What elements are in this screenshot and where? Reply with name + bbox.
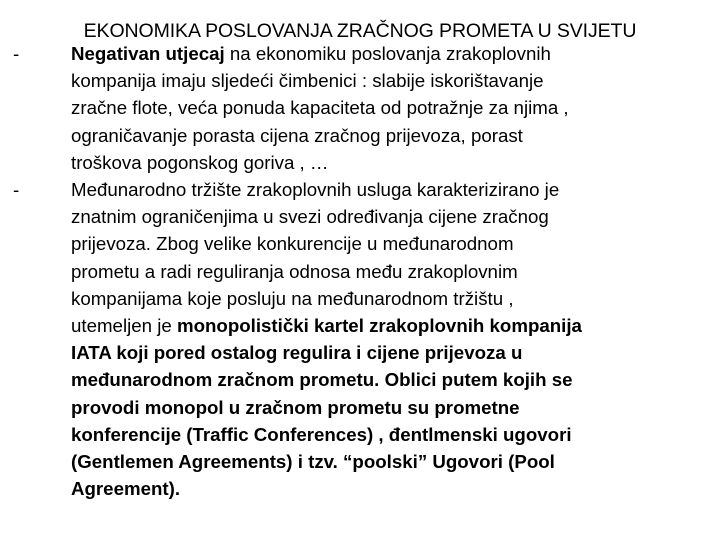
text-line xyxy=(71,122,710,149)
text-run: monopolistički kartel zrakoplovnih kompanija xyxy=(176,315,582,337)
text-run: utemeljen je xyxy=(71,315,177,337)
bullet-item-international-market xyxy=(10,176,710,502)
text-line xyxy=(71,421,710,448)
text-run: Međunarodno tržište zrakoplovnih usluga karakterizirano je xyxy=(71,179,560,201)
bullet-marker: - xyxy=(13,179,20,201)
text-run: međunarodnom zračnom prometu. Oblici putem kojih se xyxy=(71,369,573,391)
text-run: zračne flote, veća ponuda kapaciteta od potražnje za njima , xyxy=(71,97,569,119)
text-line xyxy=(71,203,710,230)
text-run: prijevoza. Zbog velike konkurencije u međunarodnom xyxy=(71,233,514,255)
text-run: na ekonomiku poslovanja zrakoplovnih xyxy=(224,43,551,64)
text-run: konferencije (Traffic Conferences) , đentlmenski ugovori xyxy=(71,423,572,445)
slide-title: EKONOMIKA POSLOVANJA ZRAČNOG PROMETA U SVIJETU xyxy=(83,20,637,42)
text-line xyxy=(71,67,710,94)
text-line xyxy=(71,94,710,121)
text-run: ograničavanje porasta cijena zračnog prijevoza, porast xyxy=(71,124,523,146)
text-run: (Gentlemen Agreements) i tzv. “poolski” Ugovori (Pool xyxy=(71,451,555,473)
text-line xyxy=(71,258,710,285)
text-line xyxy=(71,40,710,67)
text-line xyxy=(71,176,710,203)
text-run: troškova pogonskog goriva , … xyxy=(71,151,329,173)
text-line xyxy=(71,448,710,475)
text-run: znatnim ograničenjima u svezi određivanja cijene zračnog xyxy=(71,206,549,228)
text-line xyxy=(71,149,710,176)
text-line xyxy=(71,394,710,421)
bullet-list xyxy=(10,40,710,502)
text-line xyxy=(71,475,710,502)
bullet-item-negative-impact xyxy=(10,40,710,176)
text-run: kompanija imaju sljedeći čimbenici : slabije iskorištavanje xyxy=(71,70,544,92)
text-run: provodi monopol u zračnom prometu su prometne xyxy=(71,396,520,418)
bullet-marker: - xyxy=(13,43,20,64)
text-line xyxy=(71,230,710,257)
text-line xyxy=(71,312,710,339)
text-line xyxy=(71,285,710,312)
text-run: prometu a radi reguliranja odnosa među zrakoplovnim xyxy=(71,260,518,282)
text-line xyxy=(71,366,710,393)
text-run: Negativan utjecaj xyxy=(71,43,225,64)
text-run: IATA koji pored ostalog regulira i cijene prijevoza u xyxy=(71,342,523,364)
text-run: Agreement). xyxy=(71,478,181,500)
text-run: kompanijama koje posluju na međunarodnom tržištu , xyxy=(71,287,514,309)
text-line xyxy=(71,339,710,366)
